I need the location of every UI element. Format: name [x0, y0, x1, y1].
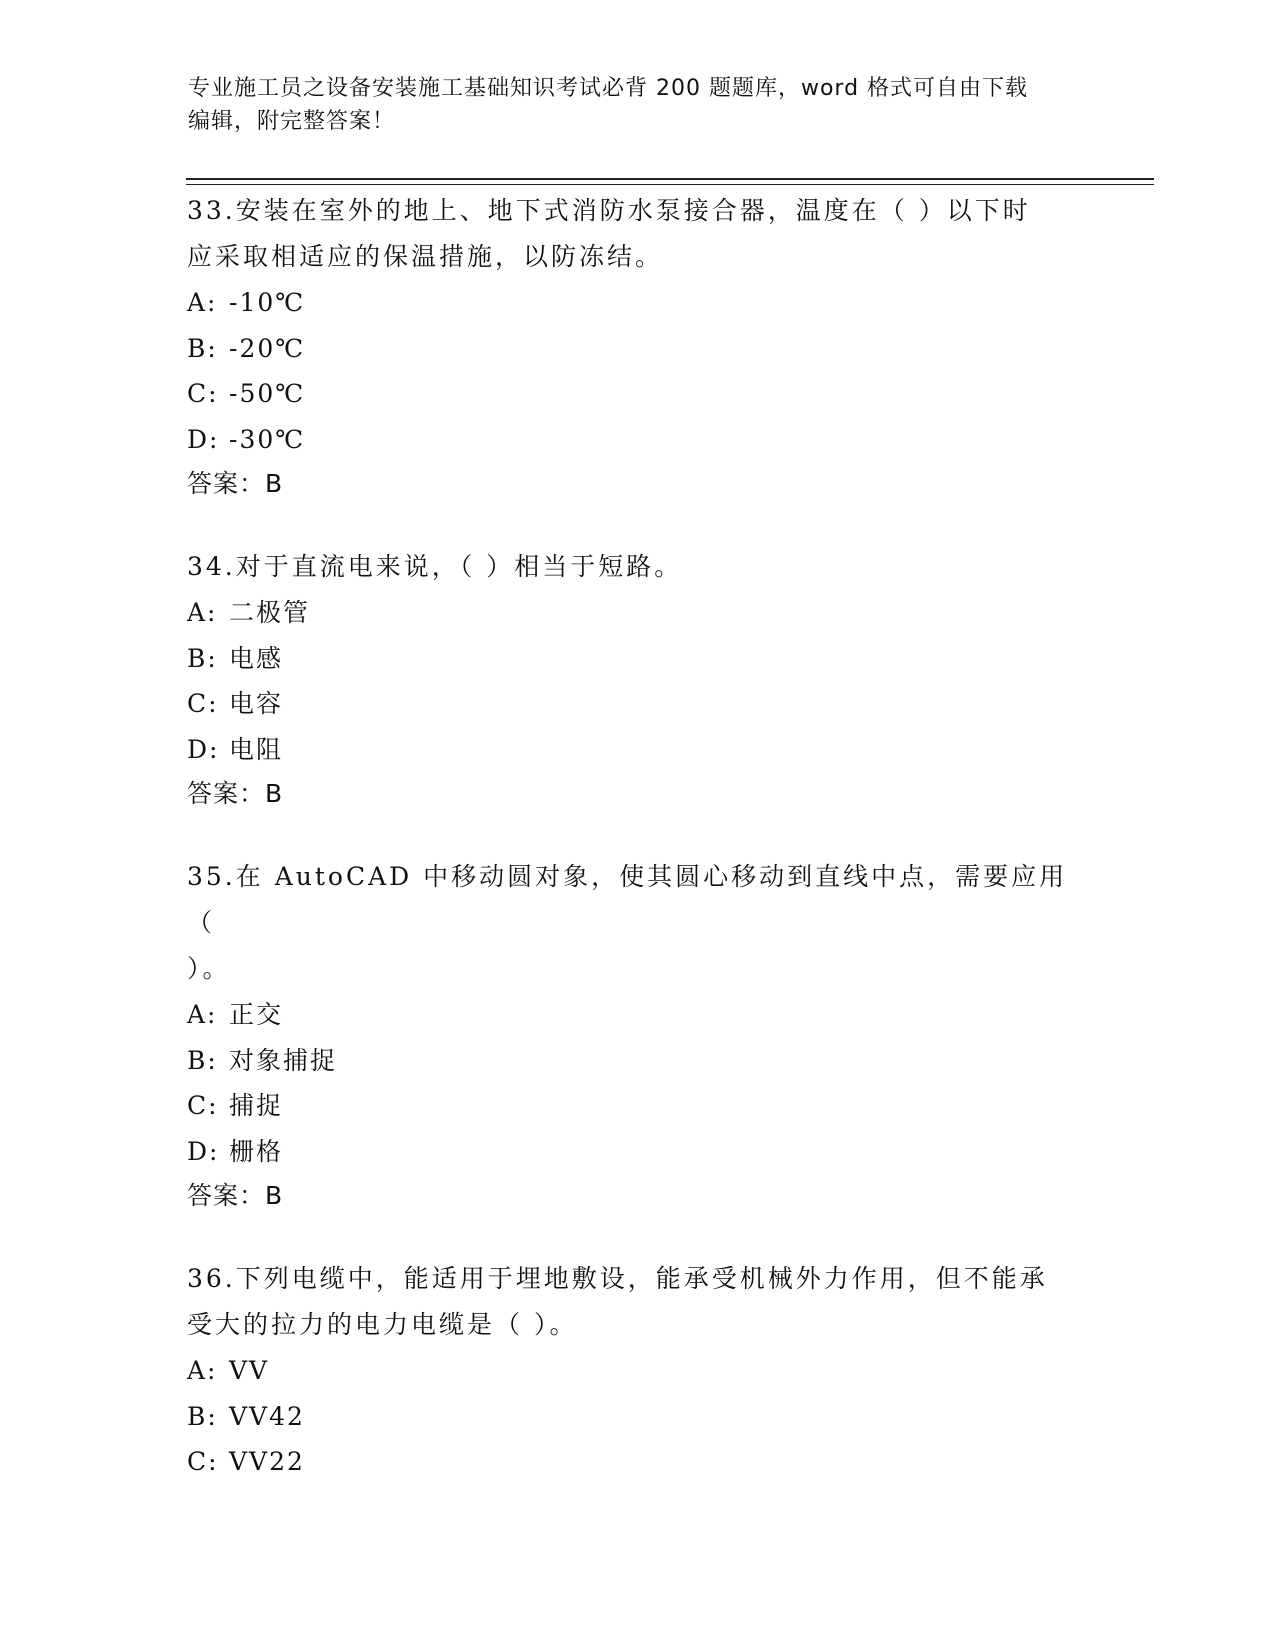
- option-letter: C:: [187, 689, 219, 718]
- option-b: [187, 1038, 1087, 1084]
- header-title-line-1: 专业施工员之设备安装施工基础知识考试必背 200 题题库，word 格式可自由下载: [188, 76, 1029, 101]
- option-b: [187, 1394, 1087, 1440]
- option-text: -20℃: [229, 333, 306, 363]
- question-text-line-2: 受大的拉力的电力电缆是（ ）。: [187, 1310, 578, 1339]
- option-d: [187, 727, 1087, 773]
- answer-line: 答案：B: [187, 1181, 284, 1210]
- option-text: VV22: [229, 1447, 305, 1476]
- question-36: [187, 1256, 1087, 1485]
- option-c: [187, 1439, 1087, 1485]
- option-a: [187, 590, 1087, 636]
- option-text: 二极管: [229, 598, 311, 627]
- option-text: -50℃: [229, 379, 306, 408]
- option-letter: C:: [187, 1091, 219, 1120]
- option-d: [187, 1129, 1087, 1175]
- answer-line: 答案：B: [187, 469, 284, 498]
- question-35: [187, 854, 1087, 1218]
- option-text: VV42: [229, 1401, 305, 1431]
- answer-line: 答案：B: [187, 779, 284, 808]
- option-text: -10℃: [229, 288, 306, 317]
- option-c: [187, 1083, 1087, 1129]
- question-text-line-1: 34.对于直流电来说，（ ）相当于短路。: [187, 552, 683, 581]
- option-text: 栅格: [229, 1136, 284, 1166]
- document-header: [188, 72, 1068, 138]
- question-34: [187, 544, 1087, 816]
- question-33: [187, 188, 1087, 506]
- question-text-line-2: 应采取相适应的保温措施，以防冻结。: [187, 242, 664, 271]
- option-letter: B:: [187, 333, 218, 363]
- option-letter: B:: [187, 643, 218, 673]
- header-title-line-2: 编辑，附完整答案！: [188, 109, 396, 134]
- option-a: [187, 280, 1087, 326]
- option-letter: A:: [187, 1000, 218, 1029]
- header-divider-thin: [186, 184, 1154, 185]
- option-letter: B:: [187, 1045, 218, 1075]
- option-text: 电感: [229, 643, 284, 673]
- option-letter: B:: [187, 1401, 218, 1431]
- option-text: 电容: [229, 689, 284, 718]
- option-letter: A:: [187, 288, 218, 317]
- option-letter: D:: [187, 1136, 220, 1166]
- option-b: [187, 636, 1087, 682]
- option-a: [187, 992, 1087, 1038]
- option-text: -30℃: [229, 424, 306, 454]
- option-text: 对象捕捉: [229, 1045, 338, 1075]
- option-text: 捕捉: [229, 1091, 284, 1120]
- question-text-line-1: 35.在 AutoCAD 中移动圆对象，使其圆心移动到直线中点，需要应用（: [187, 862, 1068, 937]
- header-divider-thick: [186, 178, 1154, 180]
- option-d: [187, 417, 1087, 463]
- question-text-line-1: 33.安装在室外的地上、地下式消防水泵接合器，温度在（ ）以下时: [187, 196, 1031, 225]
- option-text: 电阻: [229, 734, 284, 764]
- question-text-line-1: 36.下列电缆中，能适用于埋地敷设，能承受机械外力作用，但不能承: [187, 1264, 1048, 1293]
- option-b: [187, 326, 1087, 372]
- option-text: 正交: [229, 1000, 284, 1029]
- option-letter: A:: [187, 598, 218, 627]
- option-letter: D:: [187, 424, 220, 454]
- option-letter: C:: [187, 1447, 219, 1476]
- question-list: [187, 188, 1087, 1523]
- option-letter: A:: [187, 1356, 218, 1385]
- option-c: [187, 681, 1087, 727]
- option-a: [187, 1348, 1087, 1394]
- option-letter: C:: [187, 379, 219, 408]
- option-text: VV: [229, 1356, 270, 1385]
- question-text-line-2: ）。: [187, 954, 231, 983]
- option-letter: D:: [187, 734, 220, 764]
- option-c: [187, 371, 1087, 417]
